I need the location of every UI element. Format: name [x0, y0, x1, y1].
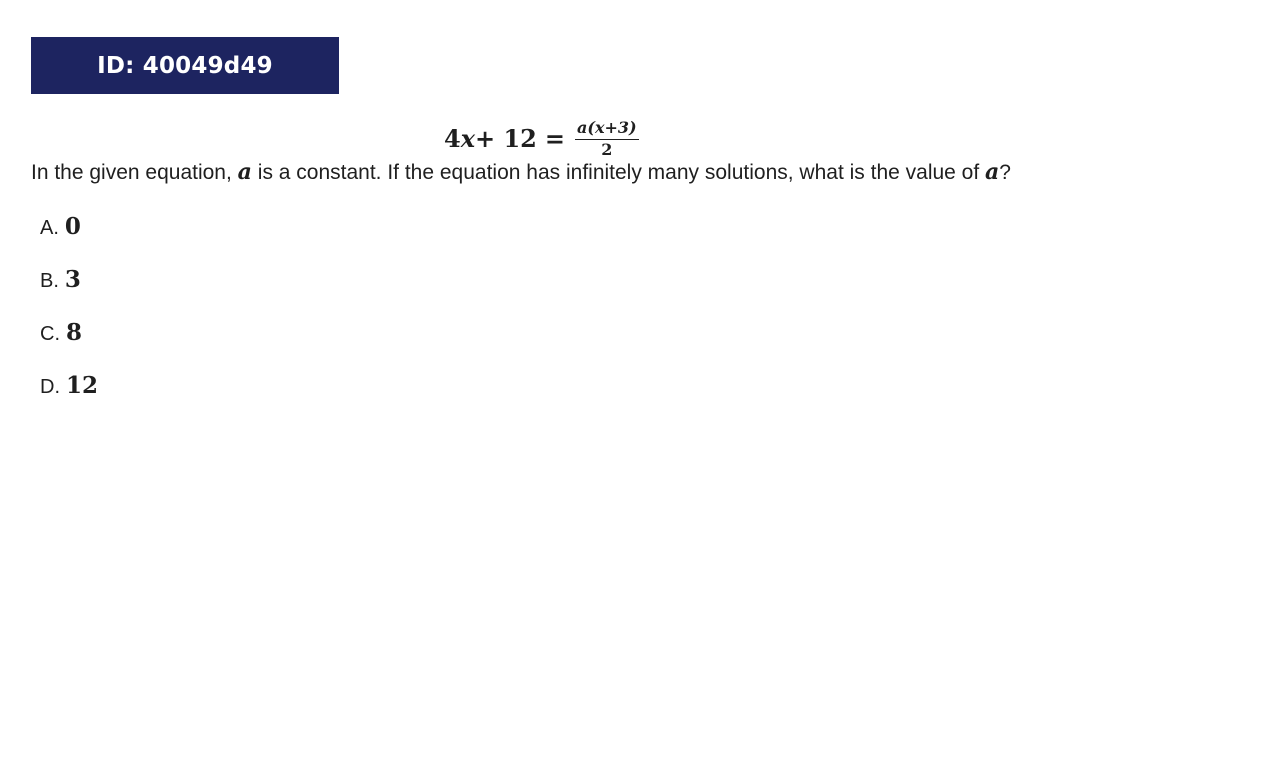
equation-equals-sign: =	[544, 123, 565, 153]
choice-value: 3	[64, 266, 81, 293]
choice-d[interactable]	[40, 359, 98, 412]
question-id-label: ID: 40049d49	[97, 52, 273, 79]
question-text	[31, 158, 1011, 187]
equation-lhs-coefficient: 4	[444, 123, 461, 153]
question-text-part-3: ?	[999, 161, 1011, 184]
choice-value: 0	[64, 213, 81, 240]
choice-letter: D.	[40, 376, 60, 398]
choice-c[interactable]	[40, 306, 98, 359]
equation-lhs-rest: + 12	[475, 123, 537, 153]
choice-letter: B.	[40, 270, 59, 292]
fraction-numerator: a(x+3)	[575, 119, 639, 140]
question-text-part-1: In the given equation,	[31, 161, 238, 184]
choice-value: 8	[66, 319, 83, 346]
equation	[444, 116, 639, 160]
question-text-part-2: is a constant. If the equation has infinitely many solutions, what is the value of	[251, 161, 986, 184]
choice-b[interactable]	[40, 253, 98, 306]
question-variable-a: a	[985, 159, 1000, 185]
question-variable-a: a	[237, 159, 252, 185]
answer-choices	[40, 200, 98, 412]
choice-letter: A.	[40, 217, 59, 239]
question-id-banner	[31, 37, 339, 94]
fraction-denominator: 2	[601, 139, 613, 159]
equation-fraction	[575, 119, 639, 158]
choice-letter: C.	[40, 323, 60, 345]
equation-lhs-variable: x	[460, 123, 476, 153]
choice-a[interactable]	[40, 200, 98, 253]
choice-value: 12	[66, 372, 99, 399]
